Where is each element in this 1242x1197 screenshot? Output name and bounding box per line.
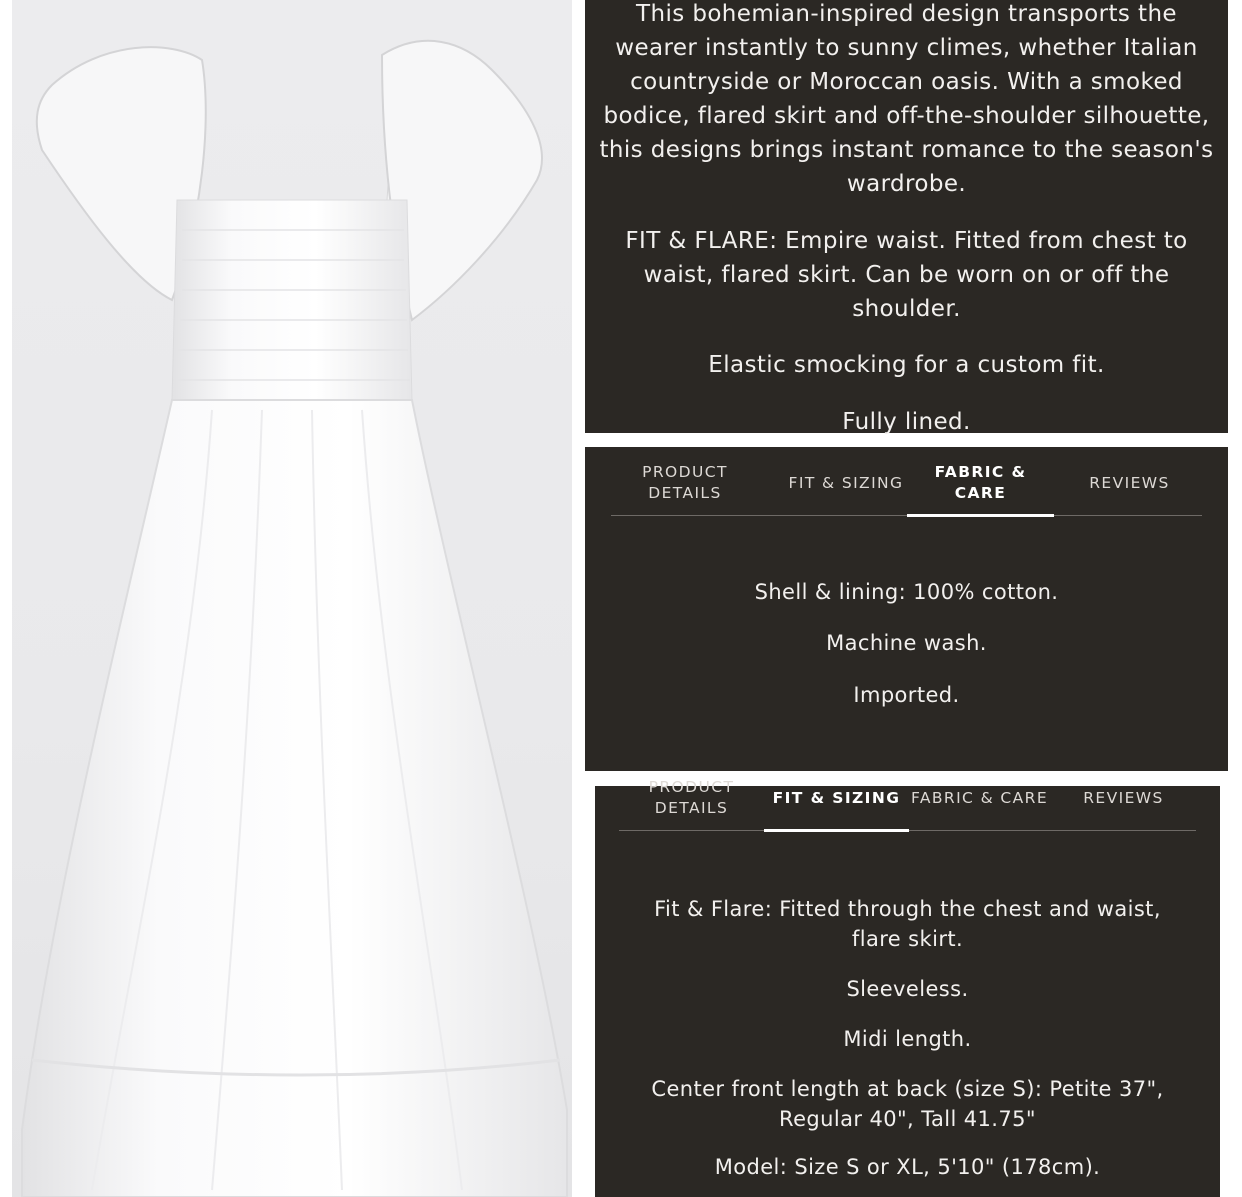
- length-line: Midi length.: [843, 1027, 972, 1051]
- tab-fabric-care[interactable]: FABRIC & CARE: [910, 788, 1049, 807]
- product-tabs: [611, 451, 1202, 516]
- tab-fit-sizing[interactable]: FIT & SIZING: [788, 473, 904, 492]
- dress-illustration: [12, 0, 572, 1197]
- description-panel: [585, 0, 1228, 433]
- description-paragraph: This bohemian-inspired design transports the wearer instantly to sunny climes, whether Italian countryside or Moroccan oasis. With a smoked bodice, flared skirt and off-the-shoulder silhouette, this designs brings instant romance to the season's wardrobe.: [599, 1, 1214, 197]
- skirt: [22, 400, 567, 1197]
- sleeve-line: Sleeveless.: [846, 977, 969, 1001]
- fit-flare-paragraph: FIT & FLARE: Empire waist. Fitted from chest to waist, flared skirt. Can be worn on or off the shoulder.: [625, 228, 1188, 322]
- smocking-paragraph: Elastic smocking for a custom fit.: [708, 352, 1105, 378]
- fabric-care-panel: [585, 447, 1228, 771]
- origin-line: Imported.: [853, 683, 960, 707]
- lining-paragraph: Fully lined.: [842, 409, 971, 435]
- tab-product-details[interactable]: PRODUCT DETAILS: [648, 778, 735, 817]
- tab-fit-sizing[interactable]: FIT & SIZING: [764, 766, 909, 830]
- model-line: Model: Size S or XL, 5'10" (178cm).: [714, 1155, 1101, 1179]
- measurement-line: Center front length at back (size S): Petite 37", Regular 40", Tall 41.75": [651, 1077, 1164, 1131]
- tab-reviews[interactable]: REVIEWS: [1089, 473, 1170, 492]
- tab-fabric-care[interactable]: FABRIC & CARE: [907, 451, 1054, 515]
- fit-sizing-panel: [595, 778, 1220, 1197]
- product-image: [12, 0, 572, 1197]
- fabric-line: Shell & lining: 100% cotton.: [754, 580, 1059, 604]
- fit-description-line: Fit & Flare: Fitted through the chest and waist, flare skirt.: [654, 897, 1161, 951]
- care-line: Machine wash.: [826, 631, 987, 655]
- tab-product-details[interactable]: PRODUCT DETAILS: [642, 463, 728, 502]
- tab-reviews[interactable]: REVIEWS: [1083, 788, 1164, 807]
- product-tabs: [619, 766, 1196, 831]
